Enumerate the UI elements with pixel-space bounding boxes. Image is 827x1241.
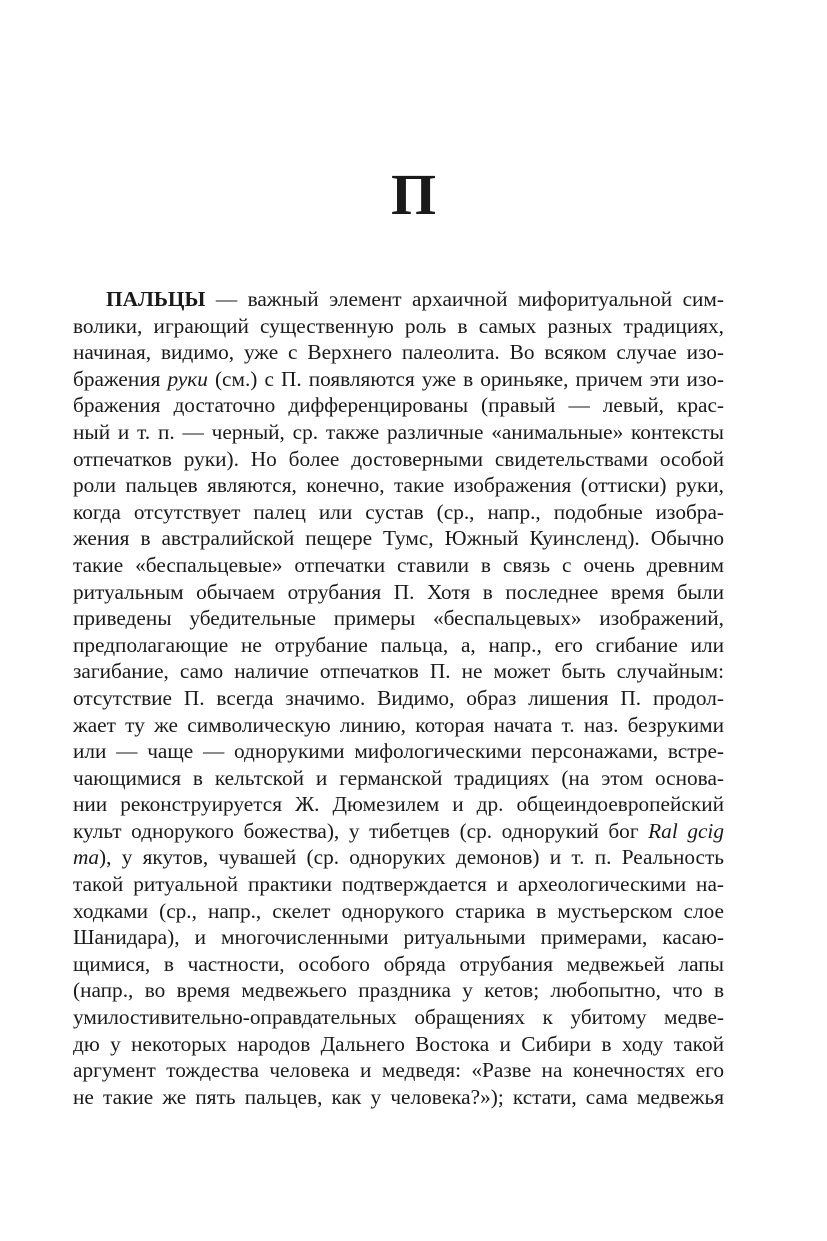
text-line: приведены убедительные примеры «беспальцевых» изображений, [73,606,724,631]
text-line: ходками (ср., напр., скелет однорукого старика в мустьерском слое [73,898,724,923]
text-line: ный и т. п. — черный, ср. также различные «анимальные» контексты [73,419,724,444]
text-line: роли пальцев являются, конечно, такие изображения (оттиски) руки, [73,473,724,498]
text-line: чающимися в кельтской и германской традициях (на этом основа- [73,765,724,790]
text-line: культ однорукого божества), у тибетцев (ср. однорукий бог Ral gcig [73,818,724,843]
text-line: ma), у якутов, чувашей (ср. одноруких демонов) и т. п. Реальность [73,845,724,870]
text-line: жения в австралийской пещере Тумс, Южный Куинсленд). Обычно [73,526,724,551]
text-line: отпечатков руки). Но более достоверными свидетельствами особой [73,446,724,471]
italic-term: руки [167,366,208,391]
text-line: бражения достаточно дифференцированы (правый — левый, крас- [73,393,724,418]
headword: ПАЛЬЦЫ [106,287,206,311]
text-line: предполагающие не отрубание пальца, а, напр., его сгибание или [73,632,724,657]
text-line: нии реконструируется Ж. Дюмезилем и др. общеиндоевропейский [73,792,724,817]
text-line: жает ту же символическую линию, которая начата т. наз. безрукими [73,712,724,737]
text-line: отсутствие П. всегда значимо. Видимо, образ лишения П. продол- [73,685,724,710]
text-line: такие «беспальцевые» отпечатки ставили в связь с очень древним [73,552,724,577]
italic-term: Ral gcig [648,818,724,843]
text-line: загибание, само наличие отпечатков П. не может быть случайным: [73,659,724,684]
text-line: когда отсутствует палец или сустав (ср., напр., подобные изобра- [73,499,724,524]
text-line: не такие же пять пальцев, как у человека?»); кстати, сама медвежья [73,1084,724,1109]
italic-term: ma [73,845,100,870]
text-line: ритуальным обычаем отрубания П. Хотя в последнее время были [73,579,724,604]
text-line: умилостивительно-оправдательных обращениях к убитому медве- [73,1005,724,1030]
text-line: или — чаще — однорукими мифологическими персонажами, встре- [73,739,724,764]
text-line: (напр., во время медвежьего праздника у кетов; любопытно, что в [73,978,724,1003]
section-letter: П [390,162,437,227]
text-line: такой ритуальной практики подтверждается и археологическими на- [73,872,724,897]
text-line: начиная, видимо, уже с Верхнего палеолита. Во всяком случае изо- [73,340,724,365]
text-line: ПАЛЬЦЫ — важный элемент архаичной мифоритуальной сим- [106,287,724,311]
text-line: Шанидара), и многочисленными ритуальными примерами, касаю- [73,925,724,950]
text-line: щимися, в частности, особого обряда отрубания медвежьей лапы [73,951,724,976]
text-line: дю у некоторых народов Дальнего Востока и Сибири в ходу такой [73,1031,724,1056]
article-body [73,286,724,1110]
text-line: волики, играющий существенную роль в самых разных традициях, [73,313,724,338]
text-line: бражения руки (см.) с П. появляются уже в ориньяке, причем эти изо- [73,366,724,391]
text-line: аргумент тождества человека и медведя: «Разве на конечностях его [73,1058,724,1083]
